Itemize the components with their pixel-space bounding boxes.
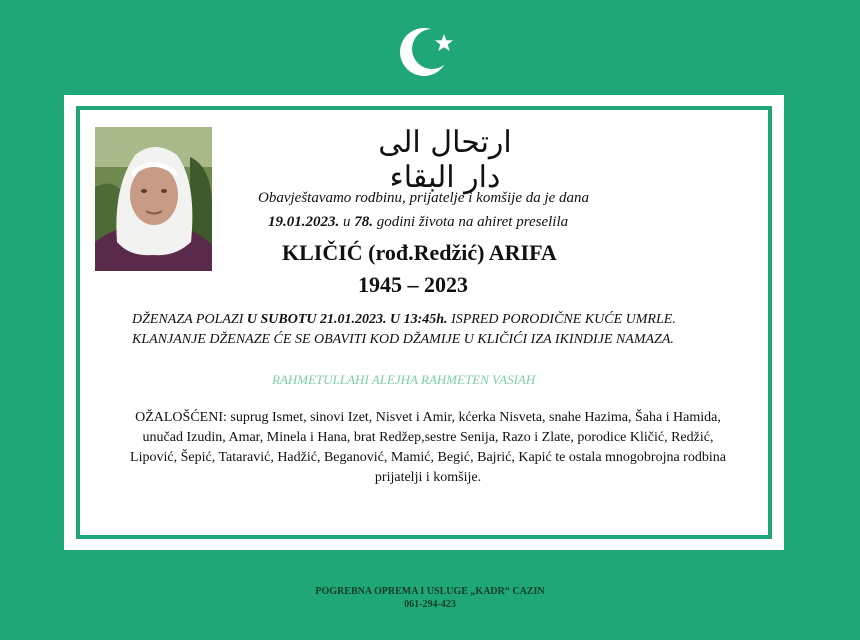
funeral-info-line-2: KLANJANJE DŽENAZE ĆE SE OBAVITI KOD DŽAMIJE U KLIČIĆI IZA IKINDIJE NAMAZA. [132, 332, 674, 347]
announcement-line-1: Obavještavamo rodbinu, prijatelje i komšije da je dana [258, 190, 590, 206]
mourners-line-4: prijatelji i komšije. [374, 470, 482, 485]
age: 78. [354, 214, 373, 230]
life-years: 1945 – 2023 [358, 272, 468, 297]
funeral-company-phone: 061-294-423 [404, 599, 456, 610]
death-date: 19.01.2023. [268, 214, 340, 230]
announcement-line-2: 19.01.2023. u 78. godini života na ahiret preselila [268, 214, 569, 230]
funeral-company: POGREBNA OPREMA I USLUGE „KADR“ CAZIN [315, 586, 545, 597]
deceased-photo [95, 127, 212, 271]
mourners-line-1: OŽALOŠĆENI: suprug Ismet, sinovi Izet, Nisvet i Amir, kćerka Nisveta, snahe Hazima, Šaha i Hamida, [135, 410, 721, 425]
mourners-line-2: unučad Izudin, Amar, Minela i Hana, brat Redžep,sestre Senija, Razo i Zlate, porodice Kličić, Redžić, [142, 430, 714, 445]
mourners-list [100, 408, 756, 488]
funeral-info-line-1: DŽENAZA POLAZI U SUBOTU 21.01.2023. U 13:45h. ISPRED PORODIČNE KUĆE UMRLE. [132, 312, 676, 327]
deceased-name: KLIČIĆ (rođ.Redžić) ARIFA [282, 240, 557, 265]
mourners-line-3: Lipović, Šepić, Tataravić, Hadžić, Beganović, Mamić, Begić, Bajrić, Kapić te ostala mnogobrojna rodbina [130, 450, 726, 465]
arabic-calligraphy-header: ارتحال الی دار البقاء [378, 125, 512, 195]
prayer-line: RAHMETULLAHI ALEJHA RAHMETEN VASIAH [272, 372, 536, 387]
funeral-time: U SUBOTU 21.01.2023. U 13:45h. [246, 312, 448, 327]
crescent-star-icon [398, 22, 460, 82]
